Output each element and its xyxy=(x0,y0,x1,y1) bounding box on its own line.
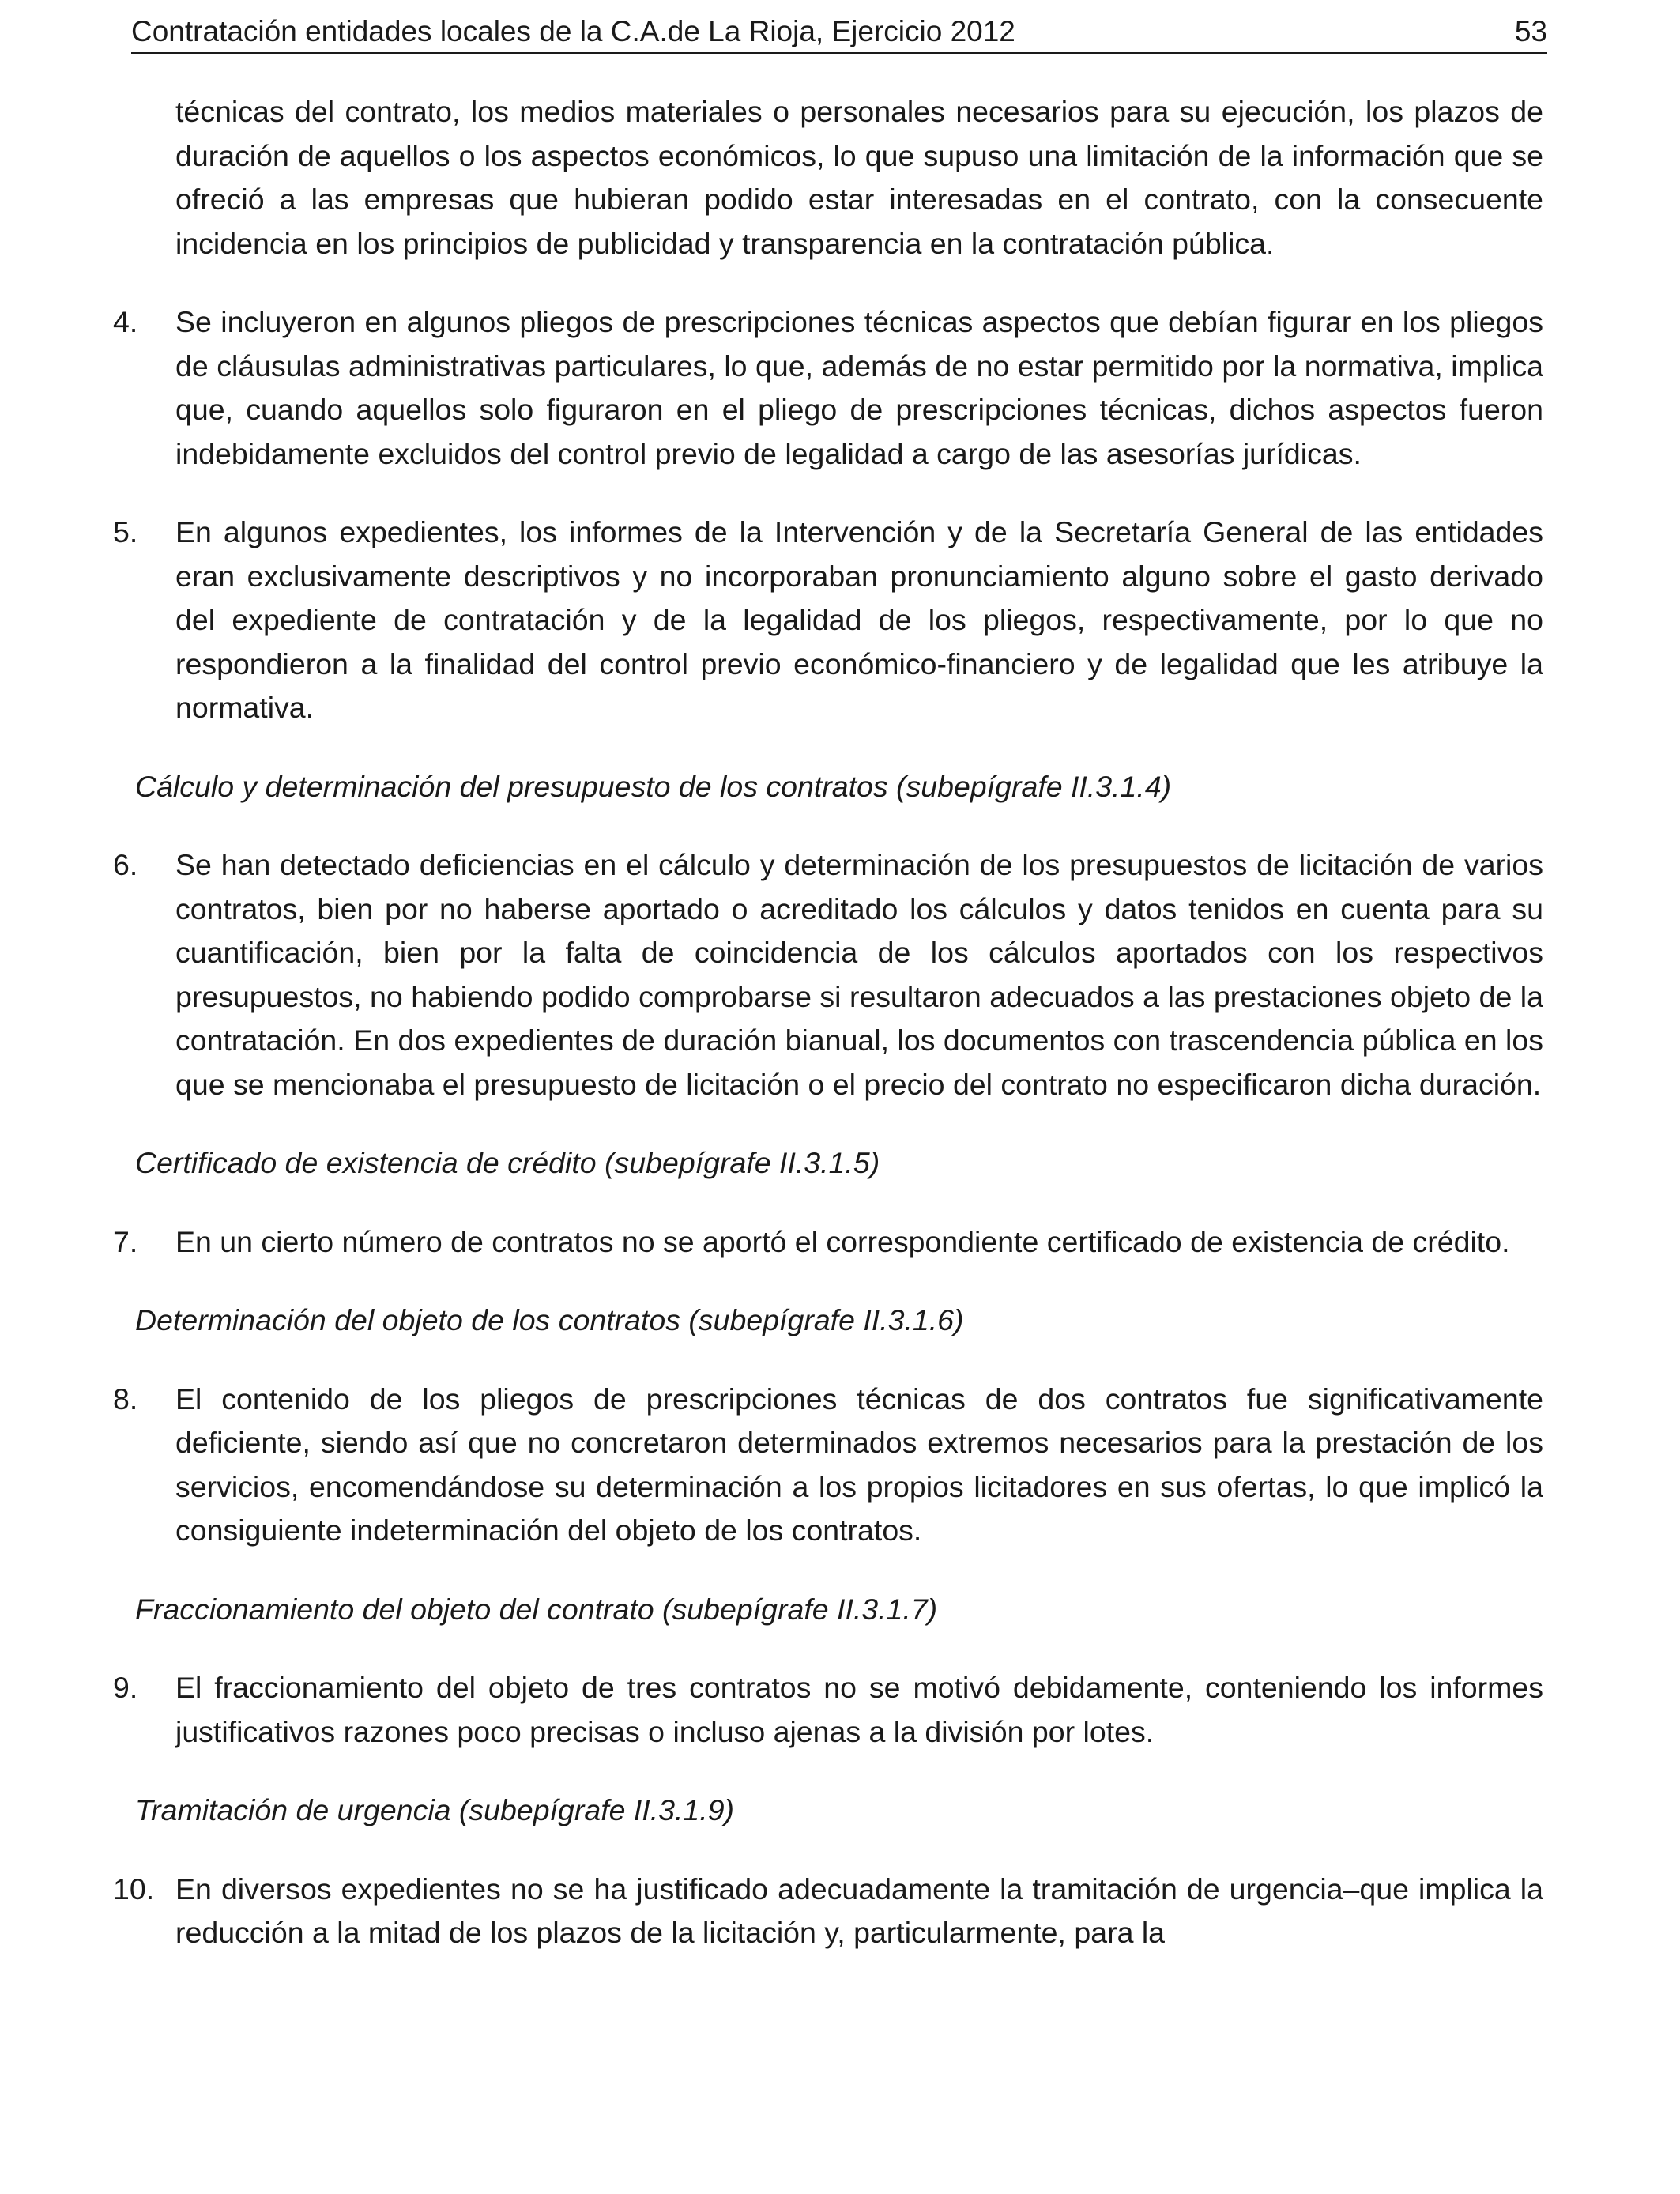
document-body xyxy=(113,90,1543,1955)
item-number: 10. xyxy=(113,1872,155,1906)
subheading-certificado: Certificado de existencia de crédito (subepígrafe II.3.1.5) xyxy=(135,1146,880,1179)
list-item-9 xyxy=(113,1666,1543,1754)
list-item-7 xyxy=(113,1220,1543,1265)
item-text: El contenido de los pliegos de prescripciones técnicas de dos contratos fue significativamente deficiente, siendo así que no concretaron determinados extremos necesarios para la prestación de los servicios, encomendándose su determinación a los propios licitadores en sus ofertas, lo que implicó la consiguiente indeterminación del objeto de los contratos. xyxy=(175,1382,1543,1547)
subheading-fraccionamiento: Fraccionamiento del objeto del contrato (subepígrafe II.3.1.7) xyxy=(135,1592,938,1626)
item-number: 5. xyxy=(113,515,138,548)
list-item-5 xyxy=(113,511,1543,730)
item-number: 8. xyxy=(113,1382,138,1416)
list-item-4 xyxy=(113,300,1543,476)
item-number: 4. xyxy=(113,305,138,338)
item-text: Se han detectado deficiencias en el cálculo y determinación de los presupuestos de licitación de varios contratos, bien por no haberse aportado o acreditado los cálculos y datos tenidos en cuenta para su cuantificación, bien por la falta de coincidencia de los cálculos aportados con los respectivos presupuestos, no habiendo podido comprobarse si resultaron adecuados a las prestaciones objeto de la contratación. En dos expedientes de duración bianual, los documentos con trascendencia pública en los que se mencionaba el presupuesto de licitación o el precio del contrato no especificaron dicha duración. xyxy=(175,848,1543,1101)
item-text: El fraccionamiento del objeto de tres contratos no se motivó debidamente, conteniendo los informes justificativos razones poco precisas o incluso ajenas a la división por lotes. xyxy=(175,1671,1543,1748)
item-number: 6. xyxy=(113,848,138,881)
item-text: En diversos expedientes no se ha justificado adecuadamente la tramitación de urgencia–que implica la reducción a la mitad de los plazos de la licitación y, particularmente, para la xyxy=(175,1872,1543,1949)
subheading-objeto: Determinación del objeto de los contratos (subepígrafe II.3.1.6) xyxy=(135,1303,964,1336)
page-number: 53 xyxy=(1514,15,1547,47)
document-title: Contratación entidades locales de la C.A.de La Rioja, Ejercicio 2012 xyxy=(131,15,1015,47)
item-text: Se incluyeron en algunos pliegos de prescripciones técnicas aspectos que debían figurar en los pliegos de cláusulas administrativas particulares, lo que, además de no estar permitido por la normativa, implica que, cuando aquellos solo figuraron en el pliego de prescripciones técnicas, dichos aspectos fueron indebidamente excluidos del control previo de legalidad a cargo de las asesorías jurídicas. xyxy=(175,305,1543,470)
paragraph-continuation: técnicas del contrato, los medios materiales o personales necesarios para su ejecución, los plazos de duración de aquellos o los aspectos económicos, lo que supuso una limitación de la información que se ofreció a las empresas que hubieran podido estar interesadas en el contrato, con la consecuente incidencia en los principios de publicidad y transparencia en la contratación pública. xyxy=(175,95,1543,260)
subheading-presupuesto: Cálculo y determinación del presupuesto de los contratos (subepígrafe II.3.1.4) xyxy=(135,769,1172,803)
list-item-8 xyxy=(113,1378,1543,1553)
item-number: 7. xyxy=(113,1224,138,1258)
list-item-6 xyxy=(113,843,1543,1106)
item-text: En un cierto número de contratos no se aportó el correspondiente certificado de existencia de crédito. xyxy=(175,1224,1510,1258)
subheading-urgencia: Tramitación de urgencia (subepígrafe II.3.1.9) xyxy=(135,1793,735,1826)
item-text: En algunos expedientes, los informes de la Intervención y de la Secretaría General de las entidades eran exclusivamente descriptivos y no incorporaban pronunciamiento alguno sobre el gasto derivado del expediente de contratación y de la legalidad de los pliegos, respectivamente, por lo que no respondieron a la finalidad del control previo económico-financiero y de legalidad que les atribuye la normativa. xyxy=(175,515,1543,724)
item-number: 9. xyxy=(113,1671,138,1704)
list-item-10 xyxy=(113,1868,1543,1955)
page-header xyxy=(131,11,1547,54)
